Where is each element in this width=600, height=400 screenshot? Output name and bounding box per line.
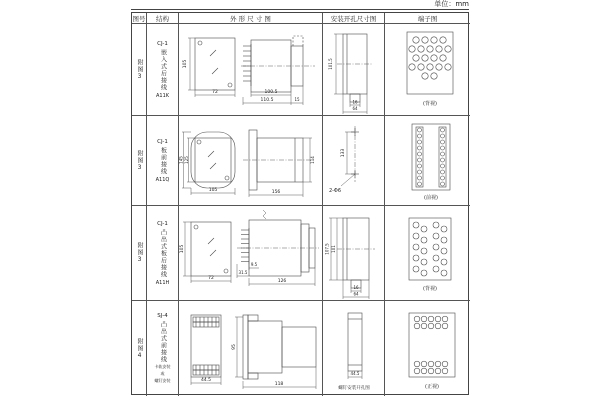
dim-label: 105 [180, 244, 185, 254]
fig-label: 附图3 [136, 149, 143, 172]
top-rule [131, 9, 469, 10]
dim-label: 156 [271, 190, 281, 195]
dim-label: 31.5 [238, 270, 248, 275]
mounting-note-line1: 卡轨安装 [154, 364, 171, 370]
dim-label: 110.5 [260, 98, 274, 103]
mounting-note-line3: 螺钉安装 [154, 377, 171, 383]
outline-cell [179, 301, 323, 396]
terminal-caption: (背视) [423, 286, 437, 292]
model-label: CJ-1 [157, 138, 168, 145]
structure-cell [147, 116, 179, 206]
dim-label: 16 [352, 99, 358, 105]
terminal-diagram [385, 116, 470, 206]
outline-cell [179, 206, 323, 301]
dim-label: 44.5 [200, 378, 212, 383]
dim-label: 95 [232, 344, 237, 350]
dim-label: 15 [294, 97, 300, 102]
outline-diagram [179, 206, 323, 301]
structure-cell [147, 24, 179, 116]
fig-label: 附图4 [136, 337, 143, 360]
outline-diagram [179, 24, 323, 116]
model-label: CJ-1 [157, 40, 168, 47]
outline-diagram [179, 116, 323, 206]
type-code: A11H [155, 279, 170, 286]
dim-label: 100.5 [264, 90, 278, 95]
outline-diagram [179, 301, 323, 396]
header-terminal: 端子图 [385, 13, 470, 24]
header-fig: 图号 [132, 14, 146, 23]
dim-label: 72 [208, 276, 214, 281]
header-structure: 结构 [147, 13, 179, 24]
dim-label: 126 [277, 279, 287, 284]
mounting-cell [323, 24, 385, 116]
dim-label: 118 [274, 382, 284, 387]
dimension-table [131, 12, 469, 395]
mounting-caption: 螺钉安装开孔图 [338, 386, 370, 391]
header-mounting: 安装开孔尺寸图 [323, 13, 385, 24]
terminal-caption: (前视) [424, 195, 438, 201]
model-label: SJ-4 [157, 313, 168, 320]
dim-label: 64 [353, 291, 359, 297]
terminal-caption: (正视) [425, 384, 439, 390]
dim-label: 125 [184, 156, 189, 164]
dim-label: 133 [341, 148, 346, 158]
terminal-cell [385, 116, 470, 206]
mounting-cell [323, 206, 385, 301]
fig-number [132, 24, 147, 116]
terminal-diagram [385, 206, 470, 301]
dim-label: 107.5 [324, 243, 330, 255]
structure-cell [147, 301, 179, 396]
mounting-diagram [323, 116, 385, 206]
mounting-diagram [323, 301, 385, 396]
fig-label: 附图3 [136, 242, 143, 264]
mounting-note-line2: 或 [160, 371, 165, 377]
fig-number [132, 116, 147, 206]
structure-desc: 板前接线 [159, 146, 167, 175]
type-code: A11Q [155, 176, 170, 183]
mounting-cell [323, 301, 385, 396]
unit-label: 单位：mm [434, 0, 469, 8]
hole-label: 2-Φ6 [328, 188, 342, 194]
dim-label: 44.5 [350, 371, 360, 376]
header-outline: 外 形 尺 寸 图 [179, 13, 323, 24]
outline-cell [179, 116, 323, 206]
dim-label: 64 [352, 106, 358, 111]
terminal-cell [385, 206, 470, 301]
terminal-cell [385, 301, 470, 396]
dim-label: 101 [331, 245, 336, 253]
fig-number [132, 206, 147, 301]
structure-desc: 嵌入式后接线 [159, 48, 167, 91]
terminal-diagram [385, 301, 470, 396]
mounting-diagram [323, 24, 385, 116]
dim-label: 9.5 [250, 262, 258, 267]
mounting-cell [323, 116, 385, 206]
dim-label: 101.5 [328, 58, 333, 70]
structure-desc: 凸出式板后接线 [159, 228, 167, 278]
dim-label: 16 [353, 285, 359, 290]
structure-desc: 凸出式前接线 [159, 321, 167, 364]
mounting-diagram [323, 206, 385, 301]
structure-cell [147, 206, 179, 301]
type-code: A11K [155, 92, 170, 99]
dim-label: 72 [212, 90, 218, 95]
terminal-cell [385, 24, 470, 116]
dim-label: 105 [183, 59, 188, 69]
terminal-diagram [385, 24, 470, 116]
model-label: CJ-1 [157, 220, 168, 227]
dim-label: 145 [179, 156, 184, 164]
terminal-caption: (背视) [423, 101, 437, 107]
fig-number [132, 301, 147, 396]
dim-label: 105 [208, 188, 218, 193]
outline-cell [179, 24, 323, 116]
fig-label: 附图3 [136, 58, 143, 81]
dim-label: 114 [310, 156, 315, 164]
